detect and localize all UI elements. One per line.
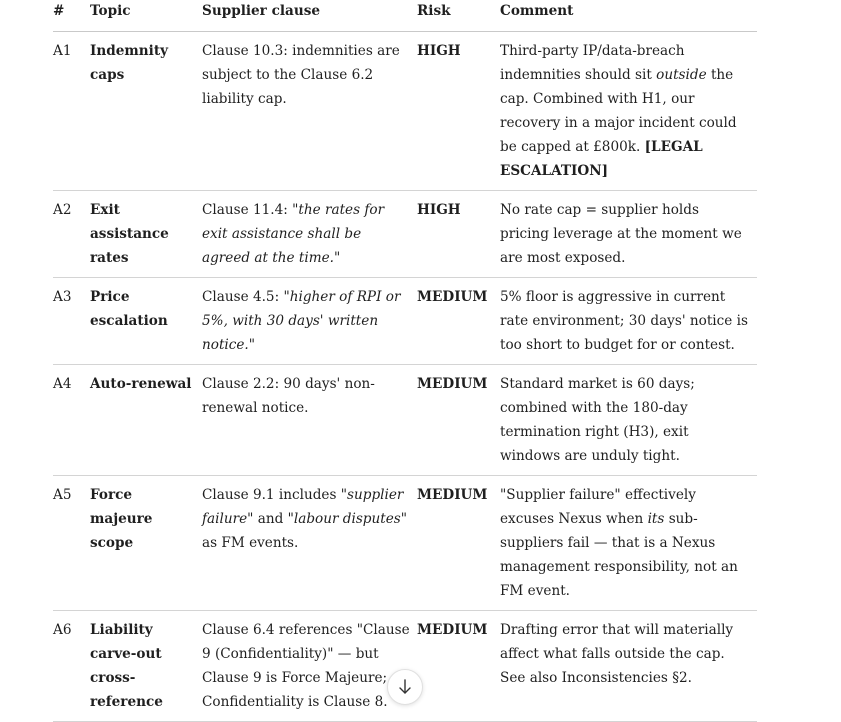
row-comment: [500, 32, 757, 191]
row-supplier-clause: [202, 32, 417, 191]
header-comment: Comment: [500, 0, 757, 32]
comment-text-run: "Supplier failure" effectively excuses Nexus when: [500, 487, 696, 527]
row-comment: [500, 611, 757, 722]
row-topic: Price escalation: [90, 278, 202, 365]
row-risk: HIGH: [417, 32, 500, 191]
comment-text-run: its: [647, 511, 665, 527]
clause-text-run: "higher of RPI or 5%, with 30 days' written notice.": [202, 289, 401, 353]
clause-text-run: Clause 11.4:: [202, 202, 293, 218]
clause-text-run: Clause 4.5:: [202, 289, 284, 305]
row-id: A4: [53, 365, 90, 476]
row-topic: Exit assistance rates: [90, 191, 202, 278]
row-topic: Liability carve-out cross-reference: [90, 611, 202, 722]
row-topic: Force majeure scope: [90, 476, 202, 611]
row-supplier-clause: [202, 476, 417, 611]
row-risk: MEDIUM: [417, 476, 500, 611]
comment-text-run: Drafting error that will materially affect what falls outside the cap. See also Inconsistencies §2.: [500, 622, 734, 686]
table-row: [53, 278, 757, 365]
findings-table: [53, 0, 757, 722]
comment-text-run: sub-suppliers fail — that is a Nexus management responsibility, not an FM event.: [500, 511, 738, 599]
header-supplier-clause: Supplier clause: [202, 0, 417, 32]
table-header-row: [53, 0, 757, 32]
table-row: [53, 191, 757, 278]
table-row: [53, 476, 757, 611]
clause-text-run: and: [253, 511, 288, 527]
findings-table-container: [53, 0, 757, 722]
row-id: A6: [53, 611, 90, 722]
row-id: A1: [53, 32, 90, 191]
header-risk: Risk: [417, 0, 500, 32]
row-id: A5: [53, 476, 90, 611]
arrow-down-icon: [398, 679, 412, 695]
table-row: [53, 365, 757, 476]
comment-text-run: 5% floor is aggressive in current rate environment; 30 days' notice is too short to budget for or contest.: [500, 289, 748, 353]
row-risk: HIGH: [417, 191, 500, 278]
row-id: A2: [53, 191, 90, 278]
row-id: A3: [53, 278, 90, 365]
row-comment: [500, 365, 757, 476]
row-topic: Auto-renewal: [90, 365, 202, 476]
comment-text-run: outside: [656, 67, 707, 83]
row-topic: Indemnity caps: [90, 32, 202, 191]
scroll-to-bottom-button[interactable]: [387, 669, 423, 705]
clause-text-run: Clause 10.3: indemnities are subject to the Clause 6.2 liability cap.: [202, 43, 400, 107]
row-supplier-clause: [202, 191, 417, 278]
clause-text-run: as FM events.: [202, 535, 299, 551]
clause-text-run: "labour disputes": [287, 511, 407, 527]
row-comment: [500, 191, 757, 278]
row-supplier-clause: [202, 365, 417, 476]
row-risk: MEDIUM: [417, 611, 500, 722]
row-comment: [500, 476, 757, 611]
clause-text-run: "the rates for exit assistance shall be agreed at the time.": [202, 202, 385, 266]
table-row: [53, 32, 757, 191]
clause-text-run: Clause 2.2: 90 days' non-renewal notice.: [202, 376, 375, 416]
row-supplier-clause: [202, 278, 417, 365]
row-risk: MEDIUM: [417, 278, 500, 365]
comment-text-run: Third-party IP/data-breach indemnities should sit: [500, 43, 685, 83]
header-topic: Topic: [90, 0, 202, 32]
comment-text-run: No rate cap = supplier holds pricing leverage at the moment we are most exposed.: [500, 202, 742, 266]
clause-text-run: Clause 6.4 references "Clause 9 (Confidentiality)" — but Clause 9 is Force Majeure; Confidentiality is Clause 8.: [202, 622, 410, 710]
row-supplier-clause: [202, 611, 417, 722]
row-comment: [500, 278, 757, 365]
comment-text-run: [LEGAL ESCALATION]: [500, 139, 703, 179]
table-body: [53, 32, 757, 722]
clause-text-run: Clause 9.1 includes: [202, 487, 341, 503]
row-risk: MEDIUM: [417, 365, 500, 476]
comment-text-run: Standard market is 60 days; combined with the 180-day termination right (H3), exit windows are unduly tight.: [500, 376, 695, 464]
clause-text-run: "supplier failure": [202, 487, 404, 527]
header-id: #: [53, 0, 90, 32]
comment-text-run: the cap. Combined with H1, our recovery in a major incident could be capped at £800k.: [500, 67, 737, 155]
